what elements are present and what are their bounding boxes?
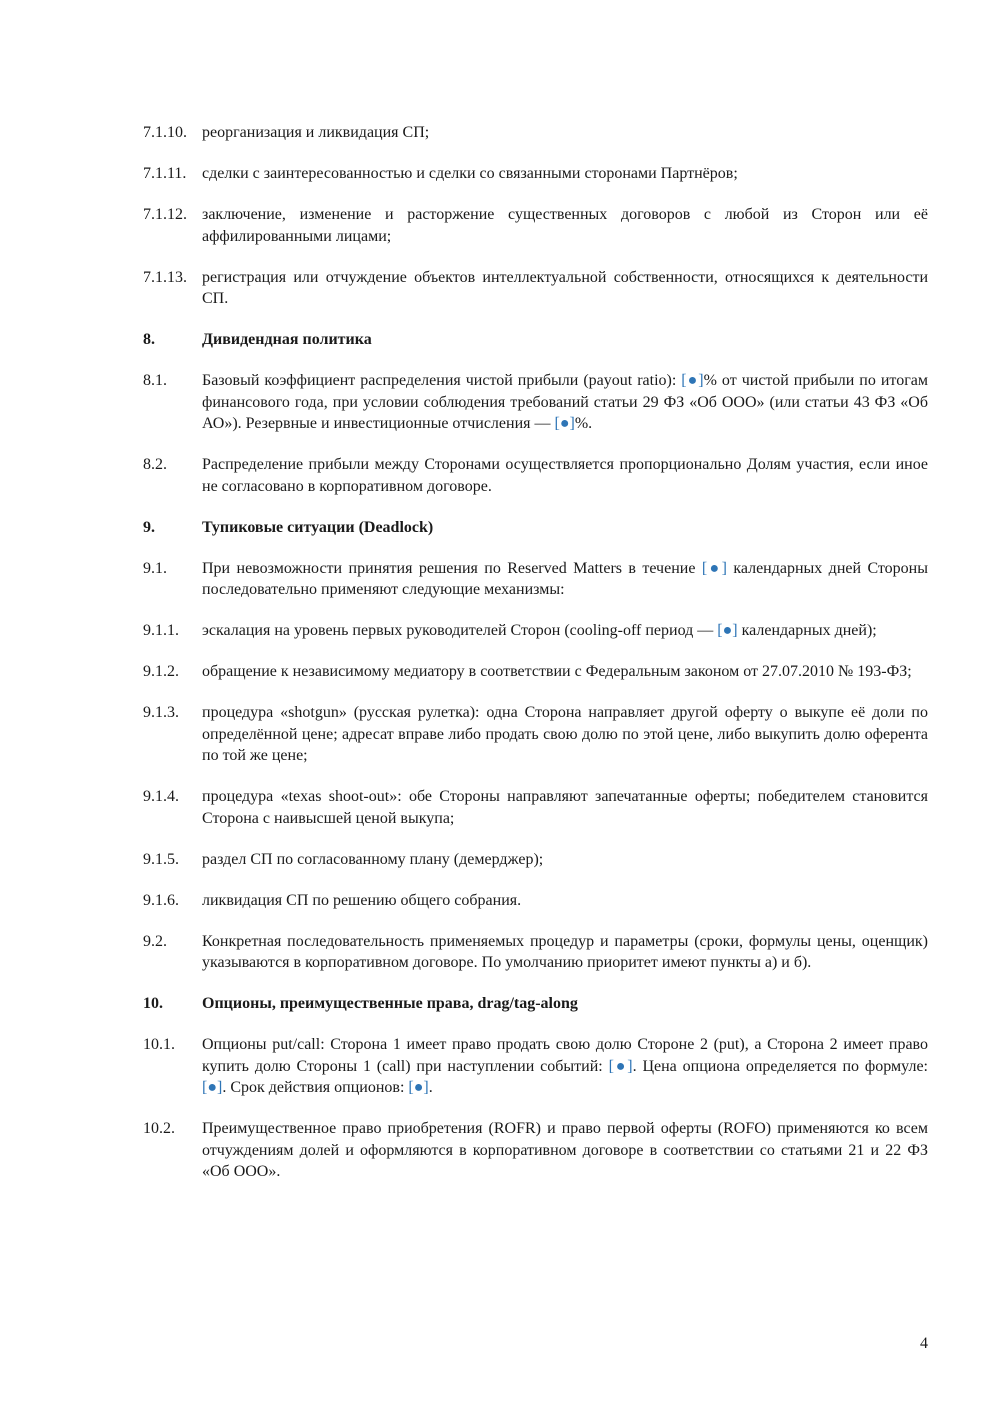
clause — [143, 890, 928, 912]
text-run: Тупиковые ситуации (Deadlock) — [202, 518, 434, 536]
text-run: регистрация или отчуждение объектов интеллектуальной собственности, относящихся к деятельности СП. — [202, 268, 928, 307]
section-heading — [143, 993, 928, 1015]
text-run: . — [428, 1079, 433, 1096]
placeholder-marker: [●] — [554, 415, 575, 432]
placeholder-marker: [●] — [681, 372, 704, 389]
clause-number: 8.1. — [143, 372, 167, 389]
text-run: сделки с заинтересованностью и сделки со связанными сторонами Партнёров; — [202, 165, 738, 182]
section-number: 8. — [143, 331, 155, 348]
clause-text — [202, 558, 928, 601]
clause — [143, 163, 928, 185]
text-run: При невозможности принятия решения по Reserved Matters в течение — [202, 559, 702, 577]
clause-number: 9.1.5. — [143, 850, 179, 868]
text-run: ликвидация СП по решению общего собрания. — [202, 891, 522, 909]
text-run: процедура «texas shoot-out»: обе Стороны направляют запечатанные оферты; победителем становится Сторона с наивысшей ценой выкупа; — [202, 788, 928, 827]
clause-text — [202, 163, 928, 185]
clause-number: 10.1. — [143, 1036, 175, 1053]
text-run: Конкретная последовательность применяемых процедур и параметры (сроки, формулы цены, оценщик) указываются в корпоративном договоре. По умолчанию приоритет имеют пункты а) и б). — [202, 932, 928, 971]
clause-number: 9.1.2. — [143, 663, 179, 680]
clause-text — [202, 122, 928, 144]
clause — [143, 931, 928, 974]
clause — [143, 267, 928, 310]
clause — [143, 620, 928, 642]
placeholder-marker: [●] — [408, 1079, 429, 1096]
clause-number: 9.1.1. — [143, 622, 179, 639]
text-run: процедура «shotgun» (русская рулетка): одна Сторона направляет другой оферту о выкупе её доли по определённой цене; адресат вправе либо продать свою долю по этой цене, либо выкупить долю оферента по той же цене; — [202, 704, 928, 764]
clause — [143, 786, 928, 829]
clause-number: 9.1.6. — [143, 891, 179, 909]
text-run: календарных дней Стороны последовательно применяют следующие механизмы: — [202, 559, 928, 598]
text-run: реорганизация и ликвидация СП; — [202, 124, 430, 141]
text-run: Распределение прибыли между Сторонами осуществляется пропорционально Долям участия, если иное не согласовано в корпоративном договоре. — [202, 456, 928, 495]
text-run: календарных дней); — [737, 622, 877, 639]
text-run: Опционы put/call: Сторона 1 имеет право продать свою долю Стороне 2 (put), а Сторона 2 имеет право купить долю Стороны 1 (call) при наступлении событий: — [202, 1036, 928, 1075]
clause-number: 9.1.4. — [143, 788, 179, 805]
clause-text — [202, 1034, 928, 1099]
placeholder-marker: [●] — [717, 622, 738, 639]
section-heading — [143, 329, 928, 351]
clause — [143, 370, 928, 435]
text-run: Базовый коэффициент распределения чистой прибыли (payout ratio): — [202, 372, 682, 389]
clause-text — [202, 931, 928, 974]
clause-number: 9.1.3. — [143, 704, 179, 721]
clause — [143, 661, 928, 683]
clause-number: 9.2. — [143, 932, 167, 950]
placeholder-marker: [●] — [701, 559, 727, 577]
section-number: 9. — [143, 518, 155, 536]
clause — [143, 558, 928, 601]
section-title — [202, 329, 928, 351]
clause-number: 7.1.11. — [143, 165, 187, 182]
clause-number: 7.1.13. — [143, 268, 187, 286]
section-number: 10. — [143, 995, 163, 1012]
text-run: раздел СП по согласованному плану (демерджер); — [202, 850, 544, 868]
clause-text — [202, 267, 928, 310]
text-run: . Срок действия опционов: — [222, 1079, 409, 1096]
clause-number: 10.2. — [143, 1120, 175, 1137]
clause-text — [202, 1118, 928, 1183]
clause-text — [202, 370, 928, 435]
page-number: 4 — [920, 1335, 928, 1352]
text-run: . Цена опциона определяется по формуле: — [632, 1057, 928, 1075]
section-heading — [143, 517, 928, 539]
text-run: обращение к независимому медиатору в соответствии с Федеральным законом от 27.07.2010 № 193-ФЗ; — [202, 663, 912, 680]
clause-text — [202, 204, 928, 247]
text-run: Преимущественное право приобретения (ROFR) и право первой оферты (ROFO) применяются ко всем отчуждениям долей и оформляются в корпоративном договоре в соответствии со статьями 21 и 22 ФЗ «Об ООО». — [202, 1120, 928, 1180]
text-run: % от чистой прибыли по итогам финансового года, при условии соблюдения требований статьи 29 ФЗ «Об ООО» (или статьи 43 ФЗ «Об АО»). Резервные и инвестиционные отчисления — — [202, 372, 928, 432]
section-title — [202, 993, 928, 1015]
text-run: заключение, изменение и расторжение существенных договоров с любой из Сторон или её аффилированными лицами; — [202, 206, 928, 245]
clause-number: 7.1.10. — [143, 124, 187, 141]
clause-number: 9.1. — [143, 559, 167, 577]
clause — [143, 204, 928, 247]
placeholder-marker: [●] — [202, 1079, 223, 1096]
clause-number: 7.1.12. — [143, 206, 187, 223]
clause-text — [202, 890, 928, 912]
clause-text — [202, 702, 928, 767]
clause-text — [202, 454, 928, 497]
text-run: %. — [574, 415, 593, 432]
clause-number: 8.2. — [143, 456, 167, 473]
clause — [143, 454, 928, 497]
clause-text — [202, 849, 928, 871]
clause — [143, 1118, 928, 1183]
placeholder-marker: [●] — [608, 1057, 633, 1075]
clause-text — [202, 786, 928, 829]
text-run: Дивидендная политика — [202, 331, 372, 348]
text-run: Опционы, преимущественные права, drag/tag-along — [202, 995, 578, 1012]
clause-text — [202, 661, 928, 683]
clause — [143, 1034, 928, 1099]
text-run: эскалация на уровень первых руководителей Сторон (cooling-off период — — [202, 622, 718, 639]
clause-text — [202, 620, 928, 642]
section-title — [202, 517, 928, 539]
clause — [143, 702, 928, 767]
clause — [143, 122, 928, 144]
clause — [143, 849, 928, 871]
document-body — [143, 122, 928, 1202]
